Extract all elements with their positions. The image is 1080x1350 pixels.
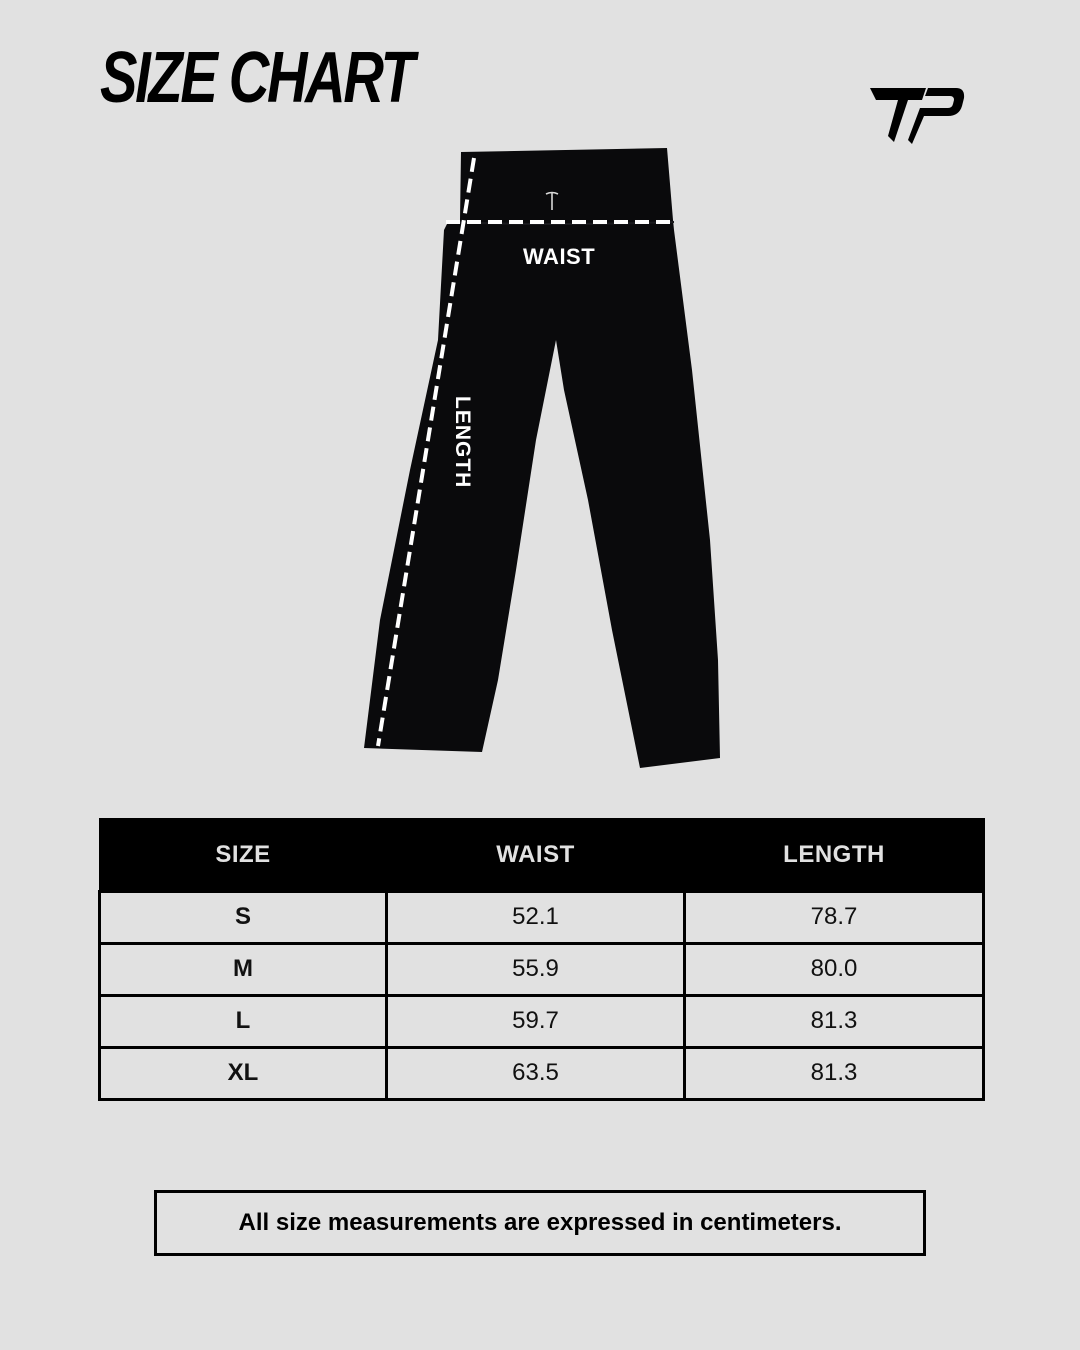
header-length: LENGTH bbox=[685, 819, 984, 891]
waist-cell: 55.9 bbox=[387, 943, 685, 995]
table-row bbox=[100, 1047, 984, 1099]
tp-brand-logo-icon bbox=[868, 84, 966, 146]
units-note: All size measurements are expressed in centimeters. bbox=[154, 1190, 926, 1256]
length-cell: 78.7 bbox=[685, 891, 984, 943]
length-cell: 81.3 bbox=[685, 995, 984, 1047]
header-size: SIZE bbox=[100, 819, 387, 891]
leggings-image bbox=[340, 140, 760, 790]
table-row bbox=[100, 995, 984, 1047]
leggings-diagram bbox=[340, 140, 760, 790]
size-cell: S bbox=[100, 891, 387, 943]
size-cell: M bbox=[100, 943, 387, 995]
waist-cell: 63.5 bbox=[387, 1047, 685, 1099]
size-table bbox=[98, 818, 985, 1101]
table-row bbox=[100, 943, 984, 995]
table-header-row bbox=[100, 819, 984, 891]
table-row bbox=[100, 891, 984, 943]
size-cell: L bbox=[100, 995, 387, 1047]
waist-cell: 52.1 bbox=[387, 891, 685, 943]
page-title: SIZE CHART bbox=[100, 38, 413, 118]
length-label: LENGTH bbox=[451, 396, 474, 489]
length-cell: 80.0 bbox=[685, 943, 984, 995]
size-cell: XL bbox=[100, 1047, 387, 1099]
waist-label: WAIST bbox=[523, 244, 596, 269]
length-cell: 81.3 bbox=[685, 1047, 984, 1099]
header-waist: WAIST bbox=[387, 819, 685, 891]
waist-cell: 59.7 bbox=[387, 995, 685, 1047]
